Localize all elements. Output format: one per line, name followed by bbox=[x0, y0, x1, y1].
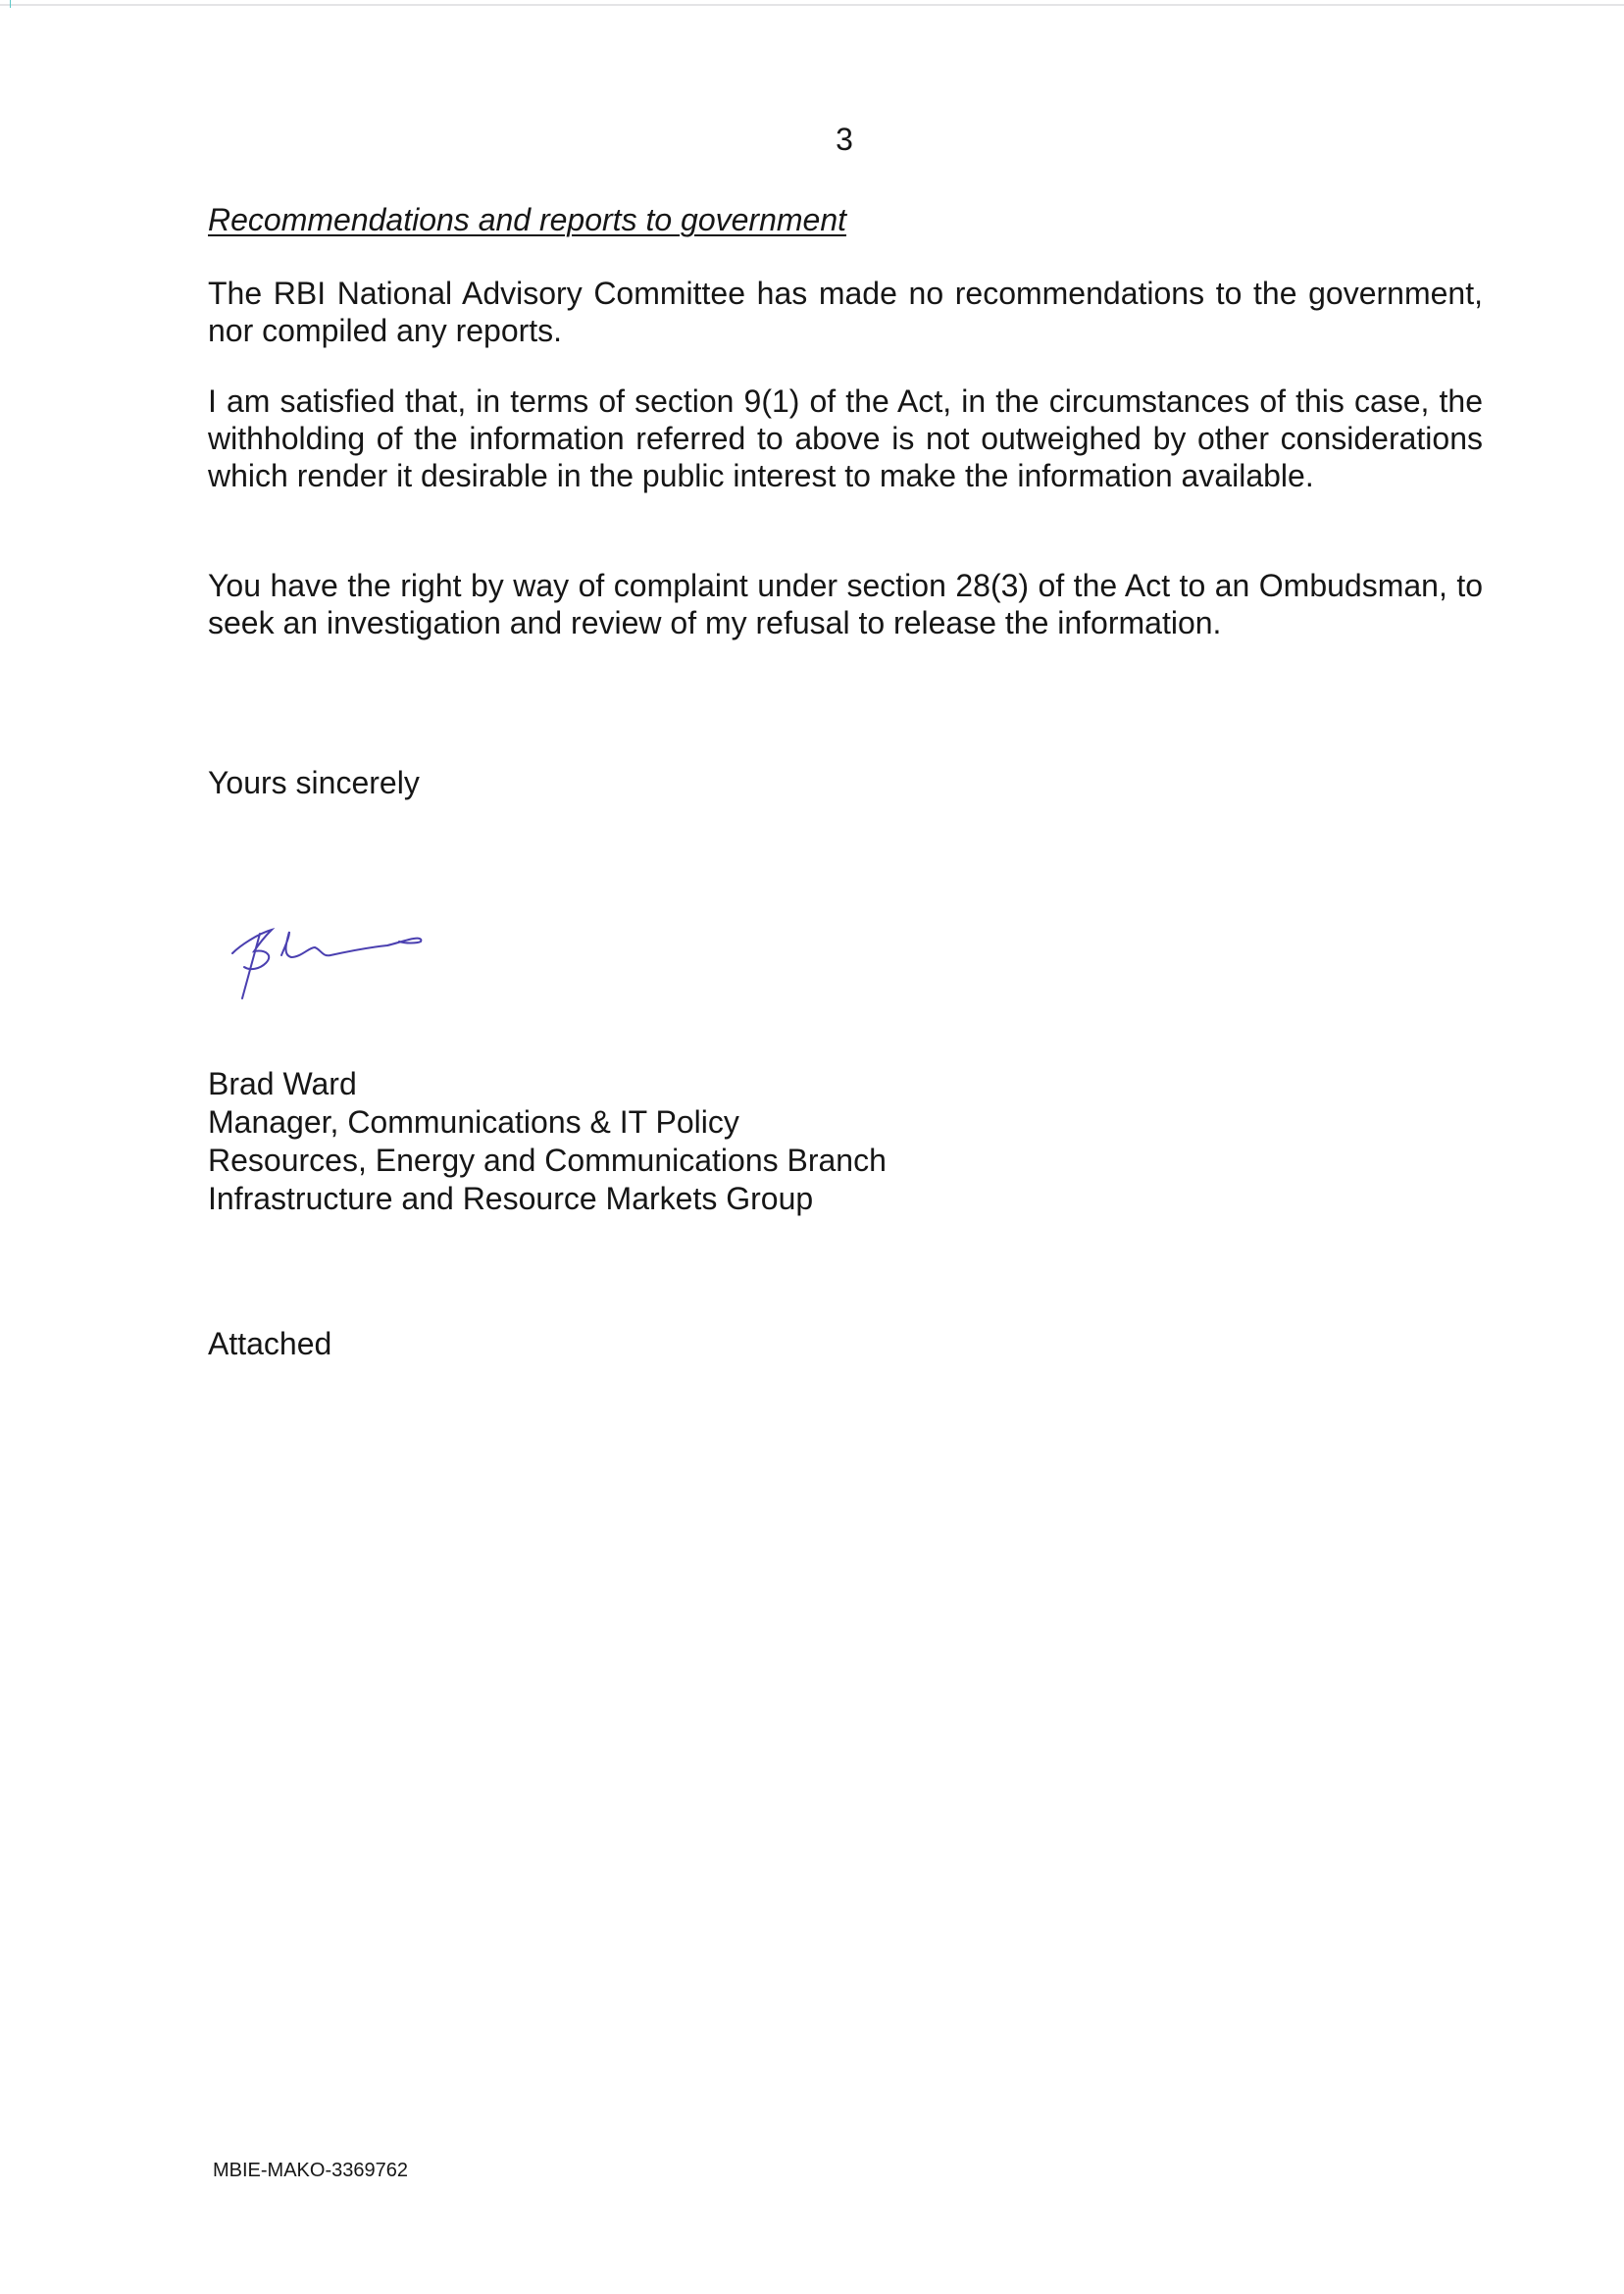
page-number: 3 bbox=[836, 122, 853, 157]
section-heading: Recommendations and reports to government bbox=[208, 202, 847, 237]
signatory-block bbox=[208, 1065, 887, 1218]
signatory-branch: Resources, Energy and Communications Branch bbox=[208, 1143, 887, 1178]
handwritten-signature bbox=[221, 912, 495, 1010]
attached-label: Attached bbox=[208, 1326, 332, 1361]
paragraph-section-9: I am satisfied that, in terms of section 9(1) of the Act, in the circumstances of this case, the withholding of the information referred to above is not outweighed by other considerations which render it desirable in the public interest to make the information available. bbox=[208, 383, 1483, 493]
paragraph-recommendations: The RBI National Advisory Committee has made no recommendations to the government, nor compiled any reports. bbox=[208, 276, 1483, 348]
signatory-group: Infrastructure and Resource Markets Group bbox=[208, 1181, 814, 1216]
scan-artifact-line bbox=[0, 4, 1624, 6]
signature-stroke-b bbox=[232, 930, 272, 998]
signatory-name: Brad Ward bbox=[208, 1066, 357, 1101]
paragraph-ombudsman-right: You have the right by way of complaint under section 28(3) of the Act to an Ombudsman, to seek an investigation and review of my refusal to release the information. bbox=[208, 568, 1483, 640]
signatory-title: Manager, Communications & IT Policy bbox=[208, 1104, 739, 1140]
footer-document-reference: MBIE-MAKO-3369762 bbox=[213, 2160, 408, 2181]
signature-stroke-tail bbox=[281, 932, 421, 957]
scan-artifact-mark bbox=[10, 0, 11, 8]
closing-salutation: Yours sincerely bbox=[208, 765, 420, 800]
